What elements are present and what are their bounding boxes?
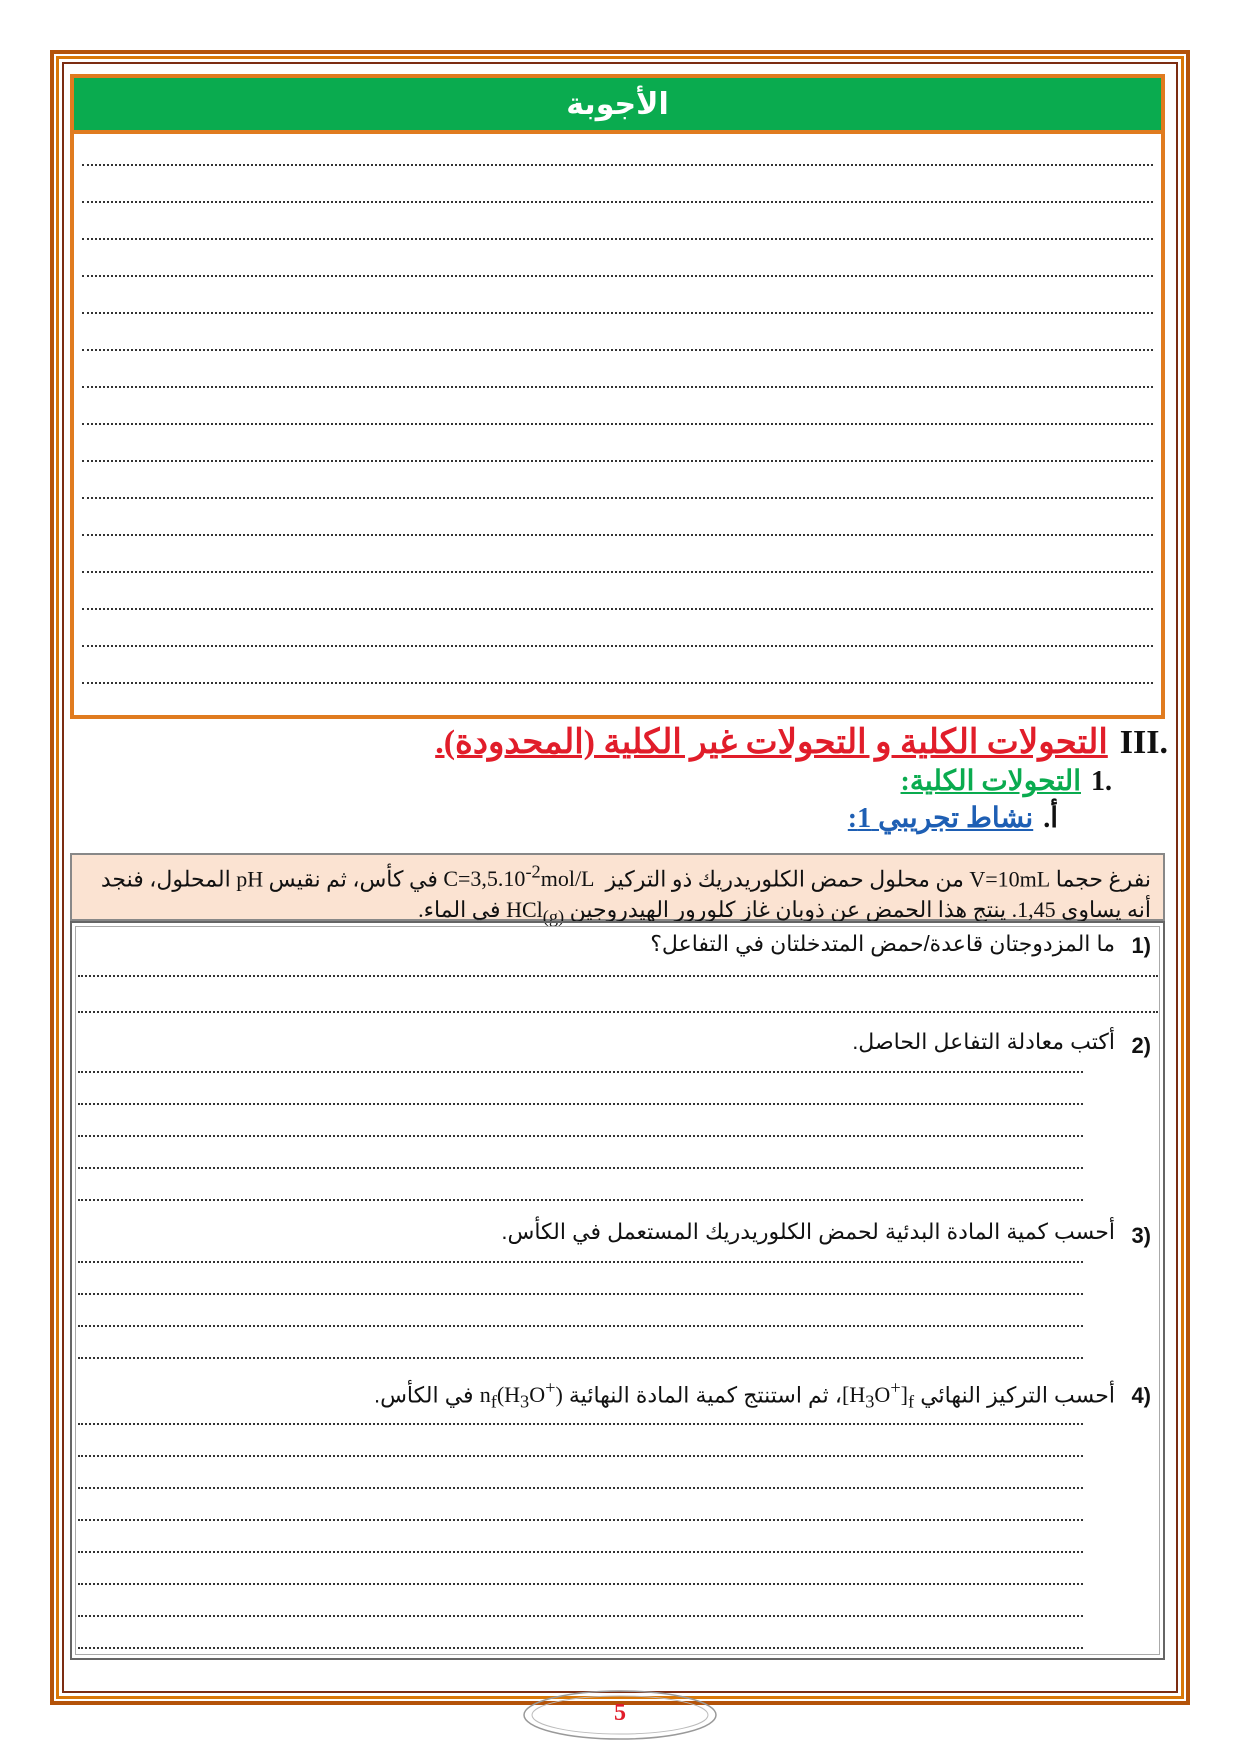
answer-line[interactable]: [78, 1357, 1083, 1359]
exp-ph: pH: [236, 866, 264, 892]
question-text: ما المزدوجتان قاعدة/حمض المتدخلتان في التفاعل؟: [650, 931, 1115, 956]
exp-ph-value: 1,45: [1017, 897, 1056, 923]
question-text: أكتب معادلة التفاعل الحاصل.: [852, 1029, 1115, 1054]
experiment-description: [70, 853, 1165, 927]
answer-line[interactable]: [82, 201, 1153, 203]
exp-gas: HCl: [506, 897, 543, 923]
question-text: أحسب كمية المادة البدئية لحمض الكلوريدريك المستعمل في الكأس.: [501, 1219, 1115, 1244]
answer-line[interactable]: [82, 497, 1153, 499]
exp-concentration-unit: mol/L: [540, 866, 595, 892]
answer-line[interactable]: [82, 238, 1153, 240]
section-1-heading: [901, 764, 1112, 798]
exp-volume: V=10mL: [969, 866, 1051, 892]
answer-line[interactable]: [82, 164, 1153, 166]
q4-text: ، ثم استنتج كمية المادة النهائية: [568, 1382, 843, 1408]
answer-line[interactable]: [78, 1071, 1083, 1073]
section-a-number: أ.: [1043, 803, 1058, 834]
q4-text: في الكأس.: [373, 1382, 474, 1408]
page-number-badge: [520, 1688, 720, 1742]
section-1-title: التحولات الكلية:: [900, 766, 1081, 797]
question-number: 1): [1131, 933, 1151, 958]
answer-line[interactable]: [82, 682, 1153, 684]
answers-box: [70, 74, 1165, 719]
answer-line[interactable]: [78, 1551, 1083, 1553]
answer-line[interactable]: [82, 571, 1153, 573]
answer-line[interactable]: [82, 275, 1153, 277]
answer-line[interactable]: [78, 1293, 1083, 1295]
exp-text: من محلول حمض الكلوريدريك ذو التركيز: [605, 866, 964, 892]
answer-line[interactable]: [78, 975, 1158, 977]
question-text: [374, 1378, 1115, 1413]
questions-box: [70, 921, 1165, 1660]
q4-final-concentration: $[H_3O^+]_f$: [842, 1378, 915, 1412]
answer-line[interactable]: [82, 349, 1153, 351]
answer-line[interactable]: [78, 1519, 1083, 1521]
section-1-number: .1: [1091, 766, 1112, 797]
exp-text: المحلول، فنجد أنه يساوي: [100, 866, 1151, 923]
question-number: 3): [1131, 1223, 1151, 1248]
q4-text: أحسب التركيز النهائي: [920, 1382, 1115, 1408]
exp-text: في الماء.: [418, 897, 501, 923]
answers-title: الأجوبة: [74, 78, 1161, 134]
answer-line[interactable]: [78, 1647, 1083, 1649]
exp-gas-state: (g): [542, 906, 565, 927]
answer-line[interactable]: [78, 1167, 1083, 1169]
section-iii-number: .III: [1119, 724, 1168, 761]
q4-final-amount: $n_f(H_3O^+)$: [479, 1378, 563, 1412]
answer-line[interactable]: [78, 1423, 1083, 1425]
answer-line[interactable]: [82, 386, 1153, 388]
answer-line[interactable]: [82, 534, 1153, 536]
exp-concentration-exponent: -2: [525, 862, 541, 882]
answer-line[interactable]: [78, 1135, 1083, 1137]
answer-line[interactable]: [82, 312, 1153, 314]
section-a-heading: [848, 801, 1058, 835]
section-iii-heading: [435, 722, 1168, 762]
answer-line[interactable]: [82, 423, 1153, 425]
answer-line[interactable]: [78, 1011, 1158, 1013]
answer-line[interactable]: [82, 460, 1153, 462]
answer-line[interactable]: [78, 1325, 1083, 1327]
answer-line[interactable]: [82, 608, 1153, 610]
answer-line[interactable]: [78, 1615, 1083, 1617]
answer-line[interactable]: [78, 1199, 1083, 1201]
exp-concentration: C=3,5.10: [443, 866, 526, 892]
exp-text: في كأس، ثم نقيس: [268, 866, 438, 892]
page-number: 5: [614, 1700, 626, 1726]
answer-line[interactable]: [78, 1261, 1083, 1263]
exp-text: . ينتج هذا الحمض عن ذوبان غاز كلورور الهيدروجين: [569, 897, 1018, 923]
section-iii-title: التحولات الكلية و التحولات غير الكلية (المحدودة).: [435, 724, 1108, 761]
answer-line[interactable]: [82, 645, 1153, 647]
answer-line[interactable]: [78, 1455, 1083, 1457]
section-a-title: نشاط تجريبي 1:: [847, 803, 1034, 834]
answer-line[interactable]: [78, 1583, 1083, 1585]
question-number: 2): [1131, 1033, 1151, 1058]
answer-line[interactable]: [78, 1487, 1083, 1489]
exp-text: نفرغ حجما: [1055, 866, 1151, 892]
question-number: 4): [1131, 1383, 1151, 1408]
answer-line[interactable]: [78, 1103, 1083, 1105]
